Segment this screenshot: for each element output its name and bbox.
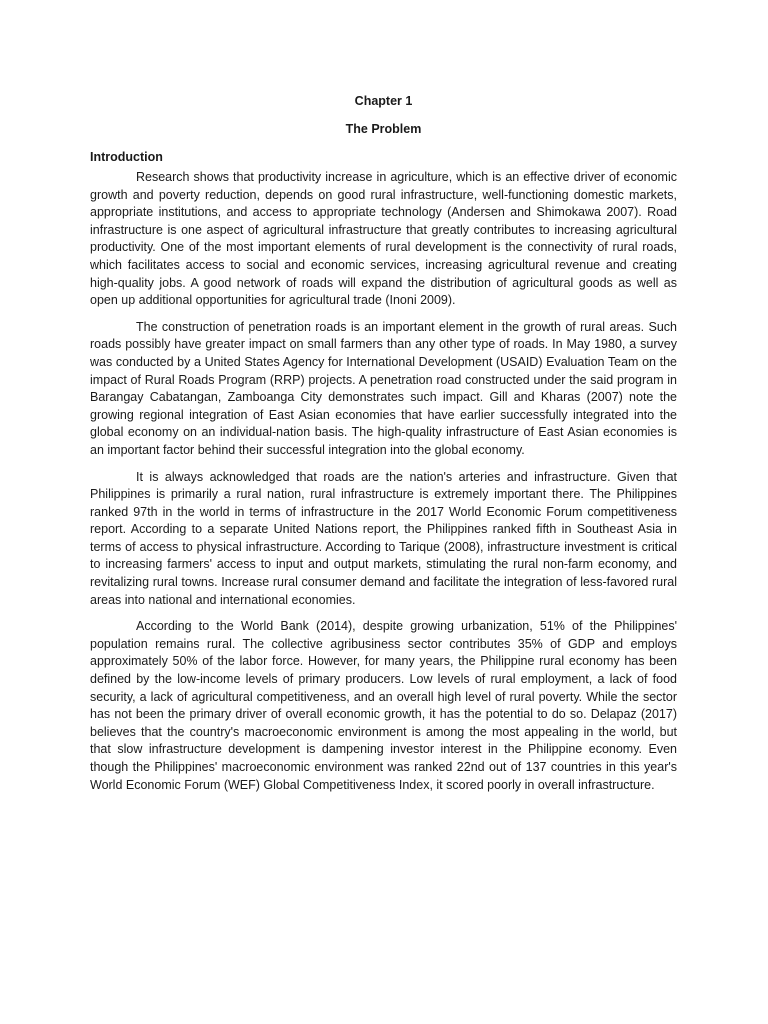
section-heading-introduction: Introduction — [90, 150, 163, 164]
paragraph: Research shows that productivity increase in agriculture, which is an effective driver of economic growth and poverty reduction, depends on good rural infrastructure, well-functioning domestic markets, appropriate institutions, and access to appropriate technology (Andersen and Shimokawa 2007). Road infrastructure is one aspect of agricultural infrastructure that greatly contributes to increasing agricultural productivity. One of the most important elements of rural development is the connectivity of rural roads, which facilitates access to social and economic services, increasing agricultural revenue and creating high-quality jobs. A good network of roads will expand the distribution of agricultural goods as well as open up additional opportunities for agricultural trade (Inoni 2009). — [90, 170, 677, 308]
paragraph: It is always acknowledged that roads are the nation's arteries and infrastructure. Given that Philippines is primarily a rural nation, rural infrastructure is extremely important there. The Philippines ranked 97th in the world in terms of infrastructure in the 2017 World Economic Forum competitiveness report. According to a separate United Nations report, the Philippines ranked fifth in Southeast Asia in terms of access to physical infrastructure. According to Tarique (2008), infrastructure investment is critical to increasing farmers' access to input and output markets, stimulating the rural non-farm economy, and revitalizing rural towns. Increase rural consumer demand and facilitate the integration of less-favored rural areas into national and international economies. — [90, 469, 677, 607]
chapter-heading: Chapter 1 — [354, 94, 413, 108]
page-title: The Problem — [345, 122, 422, 136]
paragraph: The construction of penetration roads is an important element in the growth of rural areas. Such roads possibly have greater impact on small farmers than any other type of roads. In May 1980, a survey was conducted by a United States Agency for International Development (USAID) Evaluation Team on the impact of Rural Roads Program (RRP) projects. A penetration road constructed under the said program in Barangay Cabatangan, Zamboanga City demonstrates such impact. Gill and Kharas (2007) note the growing regional integration of East Asian economies that have earlier successfully integrated into the global economy on an individual-nation basis. The high-quality infrastructure of East Asian economies is an important factor behind their successful integration into the global economy. — [90, 319, 677, 457]
paragraph: According to the World Bank (2014), despite growing urbanization, 51% of the Philippines' population remains rural. The collective agribusiness sector contributes 35% of GDP and employs approximately 50% of the labor force. However, for many years, the Philippine rural economy has been defined by the low-income levels of primary producers. Low levels of rural employment, a lack of food security, a lack of agricultural competitiveness, and an overall high level of rural poverty. While the sector has not been the primary driver of overall economic growth, it has the potential to do so. Delapaz (2017) believes that the country's macroeconomic environment is among the most appealing in the world, but that slow infrastructure development is dampening investor interest in the Philippine economy. Even though the Philippines' macroeconomic environment was ranked 22nd out of 137 countries in this year's World Economic Forum (WEF) Global Competitiveness Index, it scored poorly in overall infrastructure. — [90, 619, 677, 792]
document-page — [90, 92, 677, 803]
